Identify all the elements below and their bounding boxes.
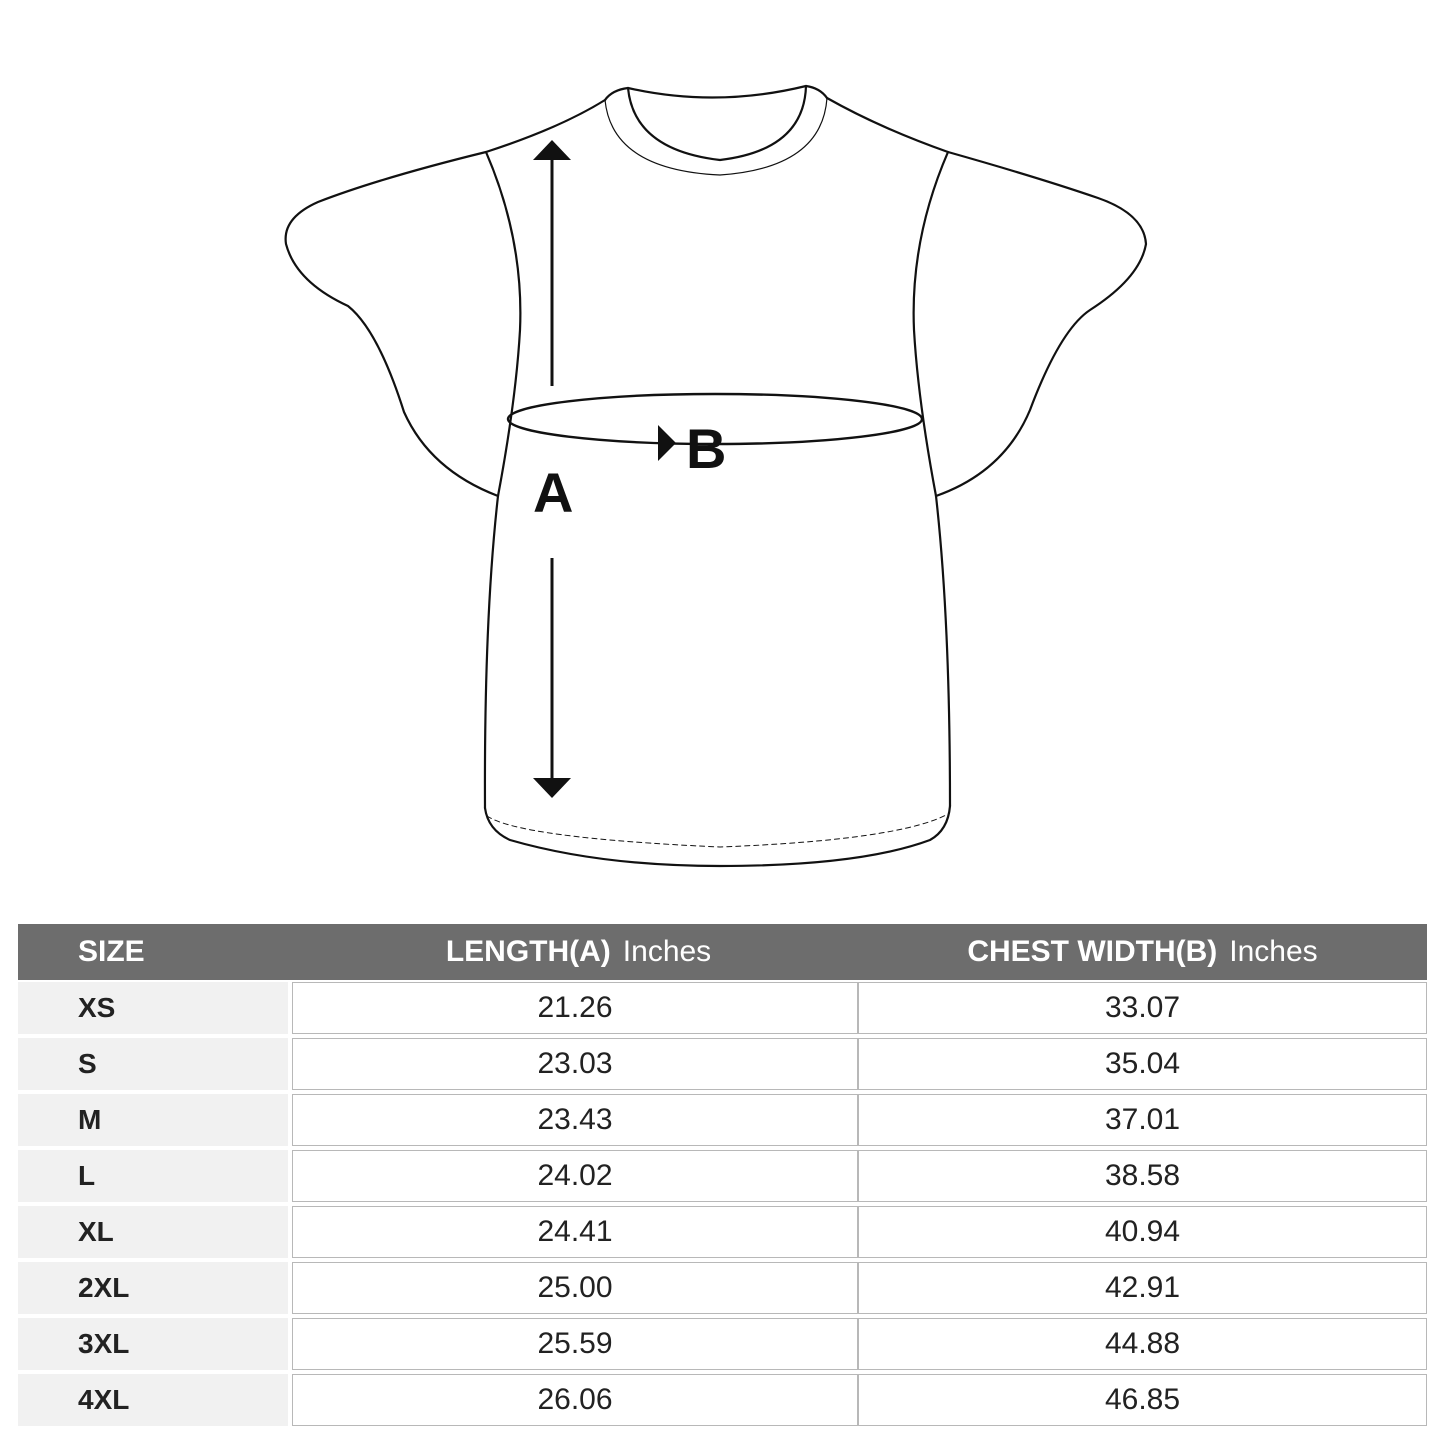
size-cell: 4XL — [18, 1374, 288, 1426]
table-row — [18, 980, 1427, 1036]
length-label-A: A — [533, 461, 574, 524]
size-cell: S — [18, 1038, 288, 1090]
size-chart-table — [18, 924, 1427, 1428]
size-cell: 3XL — [18, 1318, 288, 1370]
header-size: SIZE — [78, 935, 145, 968]
chest-cell: 38.58 — [858, 1150, 1427, 1202]
size-cell: XS — [18, 982, 288, 1034]
length-cell: 24.41 — [292, 1206, 858, 1258]
size-cell: 2XL — [18, 1262, 288, 1314]
table-row — [18, 1036, 1427, 1092]
header-chest-unit: Inches — [1229, 935, 1318, 968]
chest-cell: 46.85 — [858, 1374, 1427, 1426]
size-cell: M — [18, 1094, 288, 1146]
length-cell: 26.06 — [292, 1374, 858, 1426]
chest-cell: 35.04 — [858, 1038, 1427, 1090]
table-row — [18, 1148, 1427, 1204]
table-row — [18, 1316, 1427, 1372]
chest-cell: 37.01 — [858, 1094, 1427, 1146]
table-row — [18, 1260, 1427, 1316]
table-row — [18, 1092, 1427, 1148]
length-cell: 25.59 — [292, 1318, 858, 1370]
length-cell: 25.00 — [292, 1262, 858, 1314]
table-row — [18, 1204, 1427, 1260]
length-cell: 21.26 — [292, 982, 858, 1034]
chest-cell: 33.07 — [858, 982, 1427, 1034]
chest-arrow-B — [658, 425, 676, 461]
header-length-unit: Inches — [622, 935, 712, 968]
length-cell: 24.02 — [292, 1150, 858, 1202]
table-header — [18, 924, 1427, 980]
header-chest-width: CHEST WIDTH(B) Inches — [967, 935, 1318, 968]
chest-cell: 44.88 — [858, 1318, 1427, 1370]
length-cell: 23.03 — [292, 1038, 858, 1090]
chest-label-B: B — [686, 417, 727, 480]
length-cell: 23.43 — [292, 1094, 858, 1146]
chest-cell: 40.94 — [858, 1206, 1427, 1258]
header-length: LENGTH(A) Inches — [445, 935, 712, 968]
size-cell: XL — [18, 1206, 288, 1258]
size-cell: L — [18, 1150, 288, 1202]
chest-cell: 42.91 — [858, 1262, 1427, 1314]
table-row — [18, 1372, 1427, 1428]
